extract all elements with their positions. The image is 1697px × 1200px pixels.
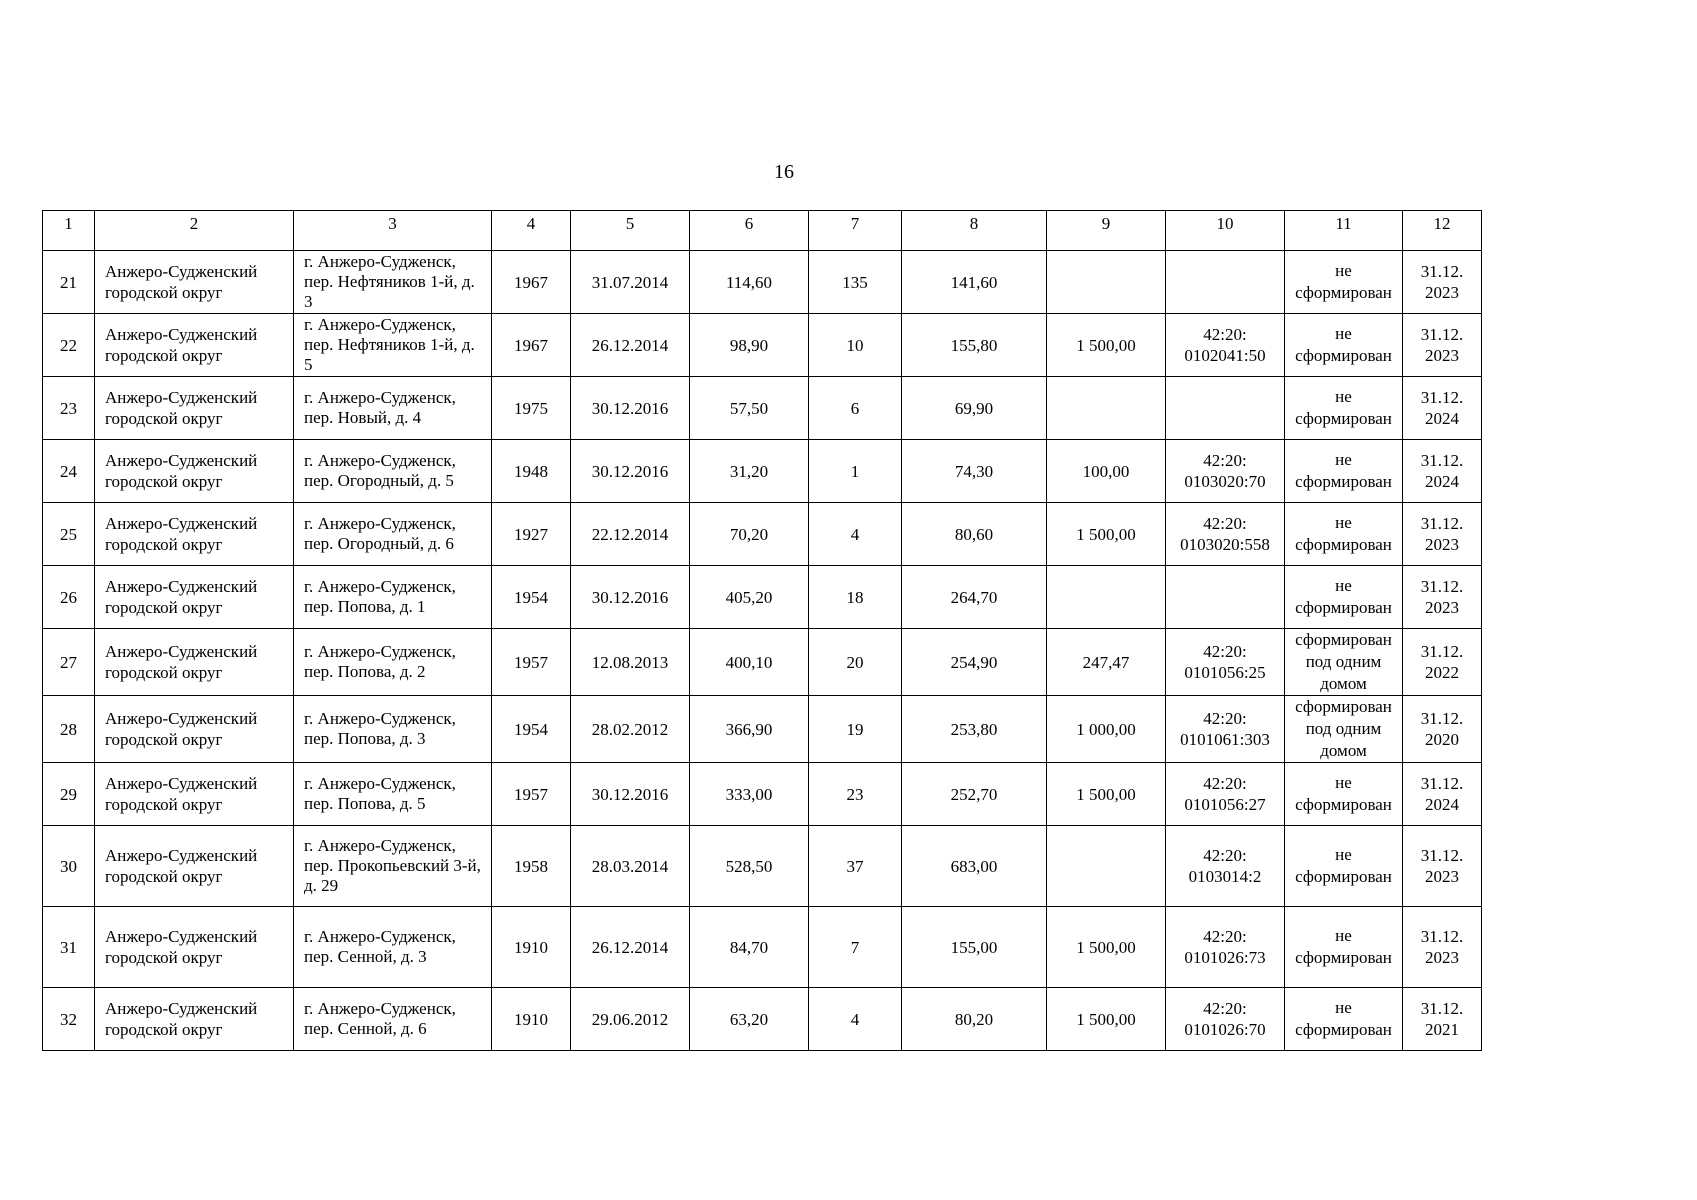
column-6-cell: 31,20 (690, 440, 809, 503)
date-cell: 28.03.2014 (571, 826, 690, 907)
column-6-cell: 84,70 (690, 907, 809, 988)
column-7-cell: 135 (809, 251, 902, 314)
column-7-cell: 7 (809, 907, 902, 988)
district-cell: Анжеро-Судженский городской округ (95, 251, 294, 314)
district-cell: Анжеро-Судженский городской округ (95, 629, 294, 696)
district-cell: Анжеро-Судженский городской округ (95, 763, 294, 826)
column-7-cell: 4 (809, 503, 902, 566)
build-year-cell: 1967 (492, 314, 571, 377)
column-6-cell: 366,90 (690, 696, 809, 763)
row-number-cell: 32 (43, 988, 95, 1051)
column-9-cell (1047, 377, 1166, 440)
cadastral-number-cell: 42:20: 0101061:303 (1166, 696, 1285, 763)
land-plot-status-cell: не сформирован (1285, 314, 1403, 377)
date-cell: 26.12.2014 (571, 907, 690, 988)
row-number-cell: 30 (43, 826, 95, 907)
column-6-cell: 63,20 (690, 988, 809, 1051)
row-number-cell: 29 (43, 763, 95, 826)
cadastral-number-cell: 42:20: 0103020:70 (1166, 440, 1285, 503)
address-cell: г. Анжеро-Судженск, пер. Сенной, д. 3 (294, 907, 492, 988)
deadline-date-cell: 31.12. 2023 (1403, 907, 1482, 988)
date-cell: 28.02.2012 (571, 696, 690, 763)
cadastral-number-cell: 42:20: 0101026:70 (1166, 988, 1285, 1051)
column-9-cell: 1 500,00 (1047, 503, 1166, 566)
district-cell: Анжеро-Судженский городской округ (95, 696, 294, 763)
cadastral-number-cell: 42:20: 0103020:558 (1166, 503, 1285, 566)
row-number-cell: 23 (43, 377, 95, 440)
column-number-cell: 1 (43, 211, 95, 251)
column-7-cell: 1 (809, 440, 902, 503)
land-plot-status-cell: сформирован под одним домом (1285, 696, 1403, 763)
column-9-cell: 1 000,00 (1047, 696, 1166, 763)
deadline-date-cell: 31.12. 2024 (1403, 763, 1482, 826)
column-6-cell: 70,20 (690, 503, 809, 566)
deadline-date-cell: 31.12. 2022 (1403, 629, 1482, 696)
cadastral-number-cell (1166, 251, 1285, 314)
cadastral-number-cell: 42:20: 0101056:27 (1166, 763, 1285, 826)
column-9-cell: 1 500,00 (1047, 314, 1166, 377)
table-row (43, 907, 1482, 988)
deadline-date-cell: 31.12. 2023 (1403, 503, 1482, 566)
date-cell: 30.12.2016 (571, 763, 690, 826)
column-number-cell: 5 (571, 211, 690, 251)
row-number-cell: 26 (43, 566, 95, 629)
district-cell: Анжеро-Судженский городской округ (95, 503, 294, 566)
table-row (43, 251, 1482, 314)
column-number-cell: 12 (1403, 211, 1482, 251)
build-year-cell: 1910 (492, 907, 571, 988)
column-8-cell: 141,60 (902, 251, 1047, 314)
build-year-cell: 1958 (492, 826, 571, 907)
row-number-cell: 31 (43, 907, 95, 988)
column-8-cell: 69,90 (902, 377, 1047, 440)
district-cell: Анжеро-Судженский городской округ (95, 314, 294, 377)
deadline-date-cell: 31.12. 2023 (1403, 826, 1482, 907)
column-number-row (43, 211, 1482, 251)
build-year-cell: 1957 (492, 629, 571, 696)
address-cell: г. Анжеро-Судженск, пер. Огородный, д. 5 (294, 440, 492, 503)
table-row (43, 440, 1482, 503)
column-8-cell: 74,30 (902, 440, 1047, 503)
build-year-cell: 1910 (492, 988, 571, 1051)
column-9-cell (1047, 251, 1166, 314)
column-6-cell: 333,00 (690, 763, 809, 826)
column-9-cell: 247,47 (1047, 629, 1166, 696)
land-plot-status-cell: не сформирован (1285, 377, 1403, 440)
address-cell: г. Анжеро-Судженск, пер. Попова, д. 3 (294, 696, 492, 763)
table-row (43, 314, 1482, 377)
column-8-cell: 80,60 (902, 503, 1047, 566)
address-cell: г. Анжеро-Судженск, пер. Попова, д. 2 (294, 629, 492, 696)
build-year-cell: 1957 (492, 763, 571, 826)
date-cell: 30.12.2016 (571, 440, 690, 503)
column-7-cell: 19 (809, 696, 902, 763)
deadline-date-cell: 31.12. 2021 (1403, 988, 1482, 1051)
cadastral-number-cell: 42:20: 0101026:73 (1166, 907, 1285, 988)
column-9-cell (1047, 826, 1166, 907)
column-number-cell: 6 (690, 211, 809, 251)
column-7-cell: 20 (809, 629, 902, 696)
table-row (43, 503, 1482, 566)
column-number-cell: 8 (902, 211, 1047, 251)
land-plot-status-cell: не сформирован (1285, 907, 1403, 988)
column-6-cell: 528,50 (690, 826, 809, 907)
column-8-cell: 155,00 (902, 907, 1047, 988)
column-number-cell: 2 (95, 211, 294, 251)
build-year-cell: 1948 (492, 440, 571, 503)
row-number-cell: 21 (43, 251, 95, 314)
cadastral-number-cell (1166, 566, 1285, 629)
land-plot-status-cell: сформирован под одним домом (1285, 629, 1403, 696)
column-8-cell: 683,00 (902, 826, 1047, 907)
row-number-cell: 25 (43, 503, 95, 566)
column-6-cell: 405,20 (690, 566, 809, 629)
build-year-cell: 1967 (492, 251, 571, 314)
column-9-cell: 1 500,00 (1047, 988, 1166, 1051)
column-8-cell: 155,80 (902, 314, 1047, 377)
column-6-cell: 57,50 (690, 377, 809, 440)
column-7-cell: 23 (809, 763, 902, 826)
address-cell: г. Анжеро-Судженск, пер. Прокопьевский 3-й, д. 29 (294, 826, 492, 907)
build-year-cell: 1954 (492, 566, 571, 629)
column-8-cell: 80,20 (902, 988, 1047, 1051)
cadastral-number-cell: 42:20: 0103014:2 (1166, 826, 1285, 907)
district-cell: Анжеро-Судженский городской округ (95, 826, 294, 907)
column-8-cell: 253,80 (902, 696, 1047, 763)
land-plot-status-cell: не сформирован (1285, 503, 1403, 566)
address-cell: г. Анжеро-Судженск, пер. Новый, д. 4 (294, 377, 492, 440)
column-7-cell: 10 (809, 314, 902, 377)
column-7-cell: 6 (809, 377, 902, 440)
row-number-cell: 28 (43, 696, 95, 763)
build-year-cell: 1954 (492, 696, 571, 763)
column-8-cell: 254,90 (902, 629, 1047, 696)
deadline-date-cell: 31.12. 2020 (1403, 696, 1482, 763)
table-row (43, 763, 1482, 826)
table-row (43, 629, 1482, 696)
table-row (43, 566, 1482, 629)
column-6-cell: 98,90 (690, 314, 809, 377)
table-row (43, 826, 1482, 907)
column-number-cell: 11 (1285, 211, 1403, 251)
district-cell: Анжеро-Судженский городской округ (95, 566, 294, 629)
cadastral-number-cell (1166, 377, 1285, 440)
column-number-cell: 3 (294, 211, 492, 251)
date-cell: 26.12.2014 (571, 314, 690, 377)
column-6-cell: 400,10 (690, 629, 809, 696)
table-row (43, 696, 1482, 763)
column-number-cell: 7 (809, 211, 902, 251)
land-plot-status-cell: не сформирован (1285, 566, 1403, 629)
build-year-cell: 1927 (492, 503, 571, 566)
deadline-date-cell: 31.12. 2023 (1403, 314, 1482, 377)
date-cell: 30.12.2016 (571, 377, 690, 440)
build-year-cell: 1975 (492, 377, 571, 440)
column-9-cell: 1 500,00 (1047, 763, 1166, 826)
housing-registry-table (42, 210, 1482, 1051)
address-cell: г. Анжеро-Судженск, пер. Сенной, д. 6 (294, 988, 492, 1051)
cadastral-number-cell: 42:20: 0101056:25 (1166, 629, 1285, 696)
column-7-cell: 18 (809, 566, 902, 629)
district-cell: Анжеро-Судженский городской округ (95, 440, 294, 503)
date-cell: 31.07.2014 (571, 251, 690, 314)
district-cell: Анжеро-Судженский городской округ (95, 907, 294, 988)
date-cell: 22.12.2014 (571, 503, 690, 566)
land-plot-status-cell: не сформирован (1285, 251, 1403, 314)
column-number-cell: 10 (1166, 211, 1285, 251)
column-8-cell: 252,70 (902, 763, 1047, 826)
land-plot-status-cell: не сформирован (1285, 988, 1403, 1051)
table-row (43, 377, 1482, 440)
address-cell: г. Анжеро-Судженск, пер. Огородный, д. 6 (294, 503, 492, 566)
address-cell: г. Анжеро-Судженск, пер. Нефтяников 1-й, д. 3 (294, 251, 492, 314)
column-6-cell: 114,60 (690, 251, 809, 314)
column-7-cell: 37 (809, 826, 902, 907)
deadline-date-cell: 31.12. 2024 (1403, 440, 1482, 503)
page-number: 16 (774, 161, 794, 183)
column-8-cell: 264,70 (902, 566, 1047, 629)
date-cell: 12.08.2013 (571, 629, 690, 696)
column-9-cell: 100,00 (1047, 440, 1166, 503)
district-cell: Анжеро-Судженский городской округ (95, 988, 294, 1051)
land-plot-status-cell: не сформирован (1285, 826, 1403, 907)
row-number-cell: 24 (43, 440, 95, 503)
land-plot-status-cell: не сформирован (1285, 440, 1403, 503)
deadline-date-cell: 31.12. 2023 (1403, 251, 1482, 314)
column-number-cell: 9 (1047, 211, 1166, 251)
address-cell: г. Анжеро-Судженск, пер. Попова, д. 5 (294, 763, 492, 826)
row-number-cell: 27 (43, 629, 95, 696)
column-number-cell: 4 (492, 211, 571, 251)
address-cell: г. Анжеро-Судженск, пер. Нефтяников 1-й, д. 5 (294, 314, 492, 377)
address-cell: г. Анжеро-Судженск, пер. Попова, д. 1 (294, 566, 492, 629)
land-plot-status-cell: не сформирован (1285, 763, 1403, 826)
column-9-cell (1047, 566, 1166, 629)
date-cell: 30.12.2016 (571, 566, 690, 629)
row-number-cell: 22 (43, 314, 95, 377)
cadastral-number-cell: 42:20: 0102041:50 (1166, 314, 1285, 377)
date-cell: 29.06.2012 (571, 988, 690, 1051)
column-9-cell: 1 500,00 (1047, 907, 1166, 988)
deadline-date-cell: 31.12. 2023 (1403, 566, 1482, 629)
column-7-cell: 4 (809, 988, 902, 1051)
deadline-date-cell: 31.12. 2024 (1403, 377, 1482, 440)
table-row (43, 988, 1482, 1051)
district-cell: Анжеро-Судженский городской округ (95, 377, 294, 440)
